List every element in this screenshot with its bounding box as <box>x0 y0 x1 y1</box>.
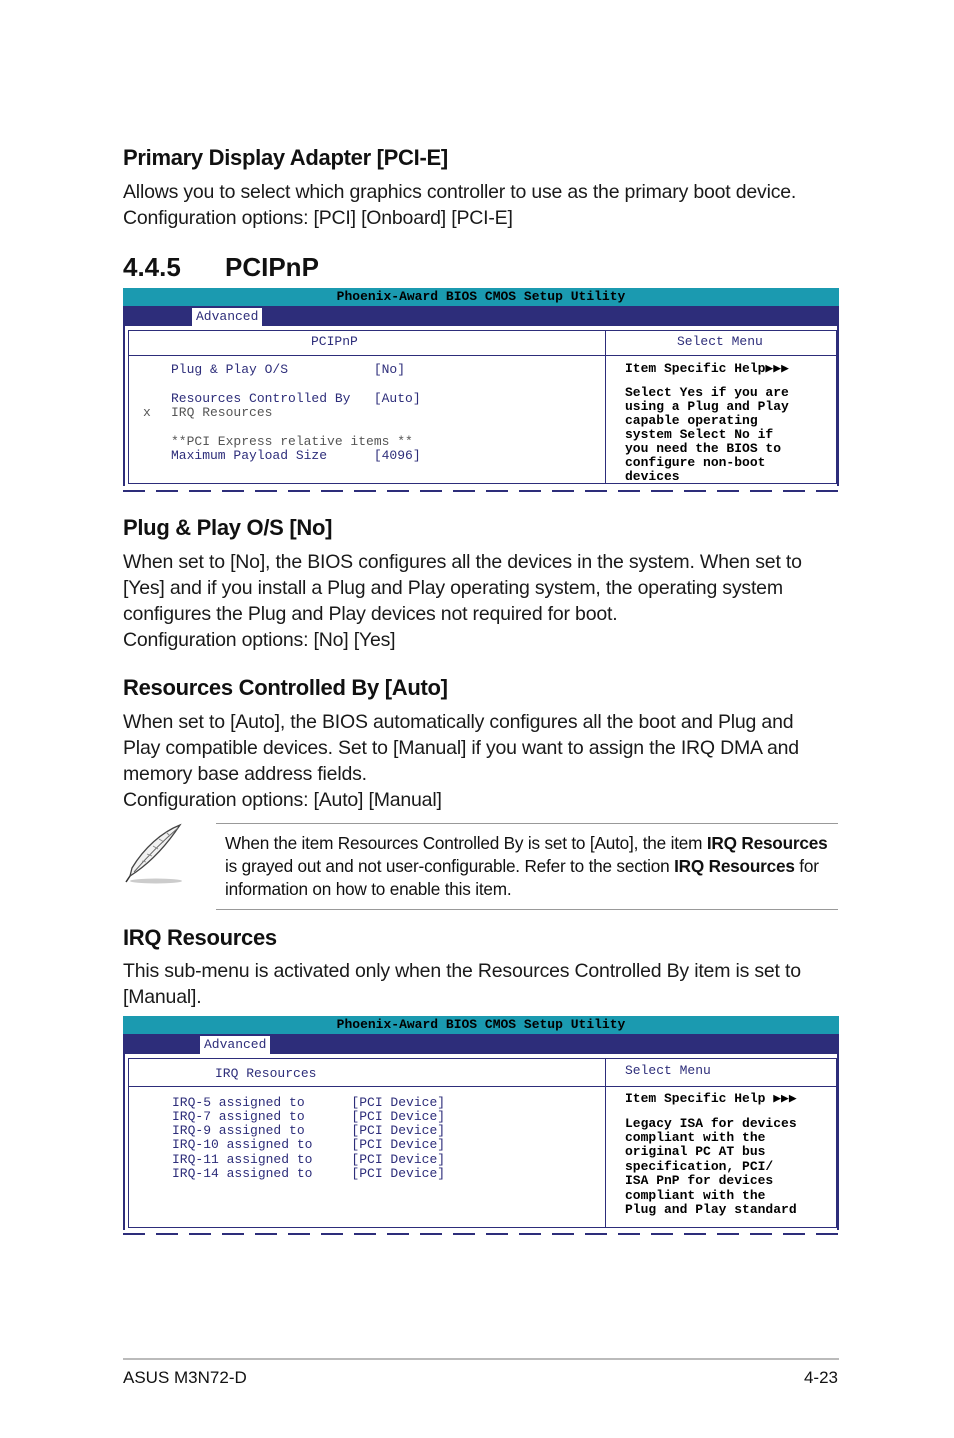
bios-item-max-payload[interactable]: Maximum Payload Size [4096] <box>171 448 421 463</box>
bios-item-irq-7[interactable]: IRQ-7 assigned to [PCI Device] <box>172 1109 446 1124</box>
bios-item-irq-11[interactable]: IRQ-11 assigned to [PCI Device] <box>172 1152 446 1167</box>
bios-left-header: PCIPnP <box>311 334 358 349</box>
section-title-pcipnp: 4.4.5 PCIPnP <box>123 252 319 282</box>
plug-play-paragraph: When set to [No], the BIOS configures all the devices in the system. When set to [Yes] and if you install a Plug and Play operating system, the operating system configures the Plug and Play devices not required for boot. Configuration options: [No] [Yes] <box>123 551 802 651</box>
bios-item-irq-9[interactable]: IRQ-9 assigned to [PCI Device] <box>172 1123 446 1138</box>
bios-title-bar: Phoenix-Award BIOS CMOS Setup Utility <box>123 1016 839 1034</box>
footer-page-number: 4-23 <box>803 1368 838 1387</box>
primary-display-paragraph: Allows you to select which graphics controller to use as the primary boot device. Configuration options: [PCI] [Onboard] [PCI-E] <box>123 181 797 229</box>
bios-menu-bar <box>123 306 839 326</box>
bios-disabled-mark: x <box>143 405 151 420</box>
section-heading-primary-display: Primary Display Adapter [PCI-E] <box>123 145 448 170</box>
bios-bottom-dashes <box>123 1233 839 1235</box>
bios-right-header: Select Menu <box>677 334 763 349</box>
bios-pci-express-label: **PCI Express relative items ** <box>171 434 413 449</box>
note-text: When the item Resources Controlled By is set to [Auto], the item IRQ Resources is grayed out and not user-configurable. Refer to the section IRQ Resources for information on how to enable this item. <box>225 833 828 899</box>
bios-bottom-dashes <box>123 490 839 492</box>
bios-right-header: Select Menu <box>625 1063 711 1078</box>
bios-tab-advanced[interactable]: Advanced <box>200 1036 270 1054</box>
bios-body: IRQ Resources Select Menu IRQ-5 assigned to [PCI Device] IRQ-7 assigned to [PCI Device] IRQ-9 assigned to [PCI Device] IRQ-10 assigned to [PCI Device] IRQ-11 assigned to [PCI Device] IRQ-14 assigned to [PCI Device] Item Specific Help ▶▶▶ Legacy ISA for devices compliant with the original PC AT bus specification, PCI/ ISA PnP for devices compliant with the Plug and Play standard <box>123 1054 839 1230</box>
bios-menu-bar <box>123 1034 839 1054</box>
note-quill-icon <box>122 822 186 886</box>
bios-item-irq-14[interactable]: IRQ-14 assigned to [PCI Device] <box>172 1166 446 1181</box>
bios-item-irq-10[interactable]: IRQ-10 assigned to [PCI Device] <box>172 1137 446 1152</box>
section-heading-irq: IRQ Resources <box>123 925 277 950</box>
bios-screen-pcipnp <box>123 288 839 492</box>
bios-tab-advanced[interactable]: Advanced <box>192 308 262 326</box>
irq-paragraph: This sub-menu is activated only when the Resources Controlled By item is set to [Manual]. <box>123 960 801 1008</box>
bios-body: PCIPnP Select Menu Plug & Play O/S [No] Resources Controlled By [Auto] x IRQ Resources **PCI Express relative items ** Maximum Payload Size [4096] Item Specific Help▶▶▶ Select Yes if you are using a Plug and Play capable operating system Select No if you need the BIOS to configure non-boot devices <box>123 326 839 486</box>
footer-product-name: ASUS M3N72-D <box>123 1368 247 1387</box>
bios-help-title: Item Specific Help▶▶▶ <box>625 361 789 376</box>
bios-screen-irq <box>123 1016 839 1235</box>
bios-item-irq-resources: IRQ Resources <box>171 405 273 420</box>
bios-title-bar: Phoenix-Award BIOS CMOS Setup Utility <box>123 288 839 306</box>
section-heading-resources: Resources Controlled By [Auto] <box>123 675 448 700</box>
resources-paragraph: When set to [Auto], the BIOS automatically configures all the boot and Plug and Play compatible devices. Set to [Manual] if you want to assign the IRQ DMA and memory base address fields. Configuration options: [Auto] [Manual] <box>123 711 799 811</box>
bios-item-plug-play[interactable]: Plug & Play O/S [No] <box>171 362 406 377</box>
bios-left-header: IRQ Resources <box>215 1066 317 1081</box>
bios-item-resources-controlled[interactable]: Resources Controlled By [Auto] <box>171 391 421 406</box>
section-heading-plug-play: Plug & Play O/S [No] <box>123 515 333 540</box>
bios-help-title: Item Specific Help ▶▶▶ <box>625 1091 797 1106</box>
bios-item-irq-5[interactable]: IRQ-5 assigned to [PCI Device] <box>172 1095 446 1110</box>
